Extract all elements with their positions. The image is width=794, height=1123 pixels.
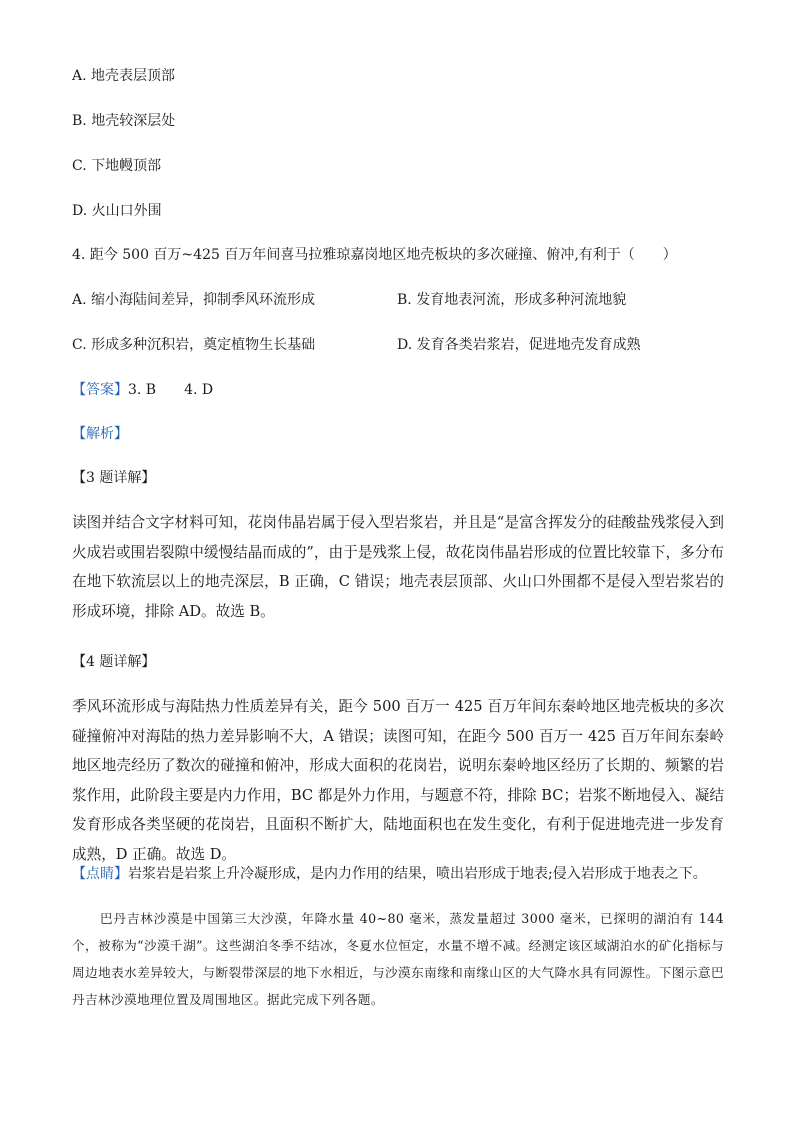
q4-option-d: D. 发育各类岩浆岩，促进地壳发育成熟 (397, 337, 641, 353)
q4-option-c: C. 形成多种沉积岩，奠定植物生长基础 (72, 337, 316, 353)
detail4-heading: 【4 题详解】 (72, 654, 156, 670)
detail3-body: 读图并结合文字材料可知，花岗伟晶岩属于侵入型岩浆岩，并且是“是富含挥发分的硅酸盐残浆侵入到火成岩或围岩裂隙中缓慢结晶而成的”，由于是残浆上侵，故花岗伟晶岩形成的位置比较靠下，多分布在地下软流层以上的地壳深层，B 正确，C 错误；地壳表层顶部、火山口外围都不是侵入型岩浆岩的形成环境，排除 AD。故选 B。 (72, 514, 724, 620)
q4-option-a: A. 缩小海陆间差异，抑制季风环流形成 (72, 292, 316, 308)
detail3-heading: 【3 题详解】 (72, 470, 156, 486)
q4-option-b: B. 发育地表河流，形成多种河流地貌 (397, 292, 627, 308)
answer-line (72, 380, 213, 400)
tip-line (72, 864, 707, 884)
q3-option-c: C. 下地幔顶部 (72, 158, 162, 174)
q3-option-d: D. 火山口外围 (72, 203, 162, 219)
analysis-tag: 【解析】 (72, 426, 128, 442)
answer-tag: 【答案】 (72, 382, 128, 398)
tip-tag: 【点睛】 (72, 866, 128, 882)
answer-text: 3. B 4. D (128, 382, 214, 398)
material-paragraph: 巴丹吉林沙漠是中国第三大沙漠，年降水量 40~80 毫米，蒸发量超过 3000 毫米，已探明的湖泊有 144 个，被称为“沙漠千湖”。这些湖泊冬季不结冰，冬夏水位恒定，水量不增不减。经测定该区域湖泊水的矿化指标与周边地表水差异较大，与断裂带深层的地下水相近，与沙漠东南缘和南缘山区的大气降水具有同源性。下图示意巴丹吉林沙漠地理位置及周围地区。据此完成下列各题。 (72, 911, 724, 1007)
q4-stem: 4. 距今 500 百万~425 百万年间喜马拉雅琼嘉岗地区地壳板块的多次碰撞、俯冲,有利于（ ） (72, 247, 677, 263)
q3-option-a: A. 地壳表层顶部 (72, 68, 176, 84)
q3-option-b: B. 地壳较深层处 (72, 113, 176, 129)
tip-text: 岩浆岩是岩浆上升冷凝形成，是内力作用的结果，喷出岩形成于地表;侵入岩形成于地表之下。 (128, 866, 707, 882)
detail4-body: 季风环流形成与海陆热力性质差异有关，距今 500 百万一 425 百万年间东秦岭地区地壳板块的多次碰撞俯冲对海陆的热力差异影响不大，A 错误；读图可知，在距今 500 百万一 425 百万年间东秦岭地区地壳经历了数次的碰撞和俯冲，形成大面积的花岗岩，说明东秦岭地区经历了长期的、频繁的岩浆作用，此阶段主要是内力作用，BC 都是外力作用，与题意不符，排除 BC；岩浆不断地侵入、凝结发育形成各类坚硬的花岗岩，且面积不断扩大，陆地面积也在发生变化，有利于促进地壳进一步发育成熟，D 正确。故选 D。 (72, 698, 724, 863)
